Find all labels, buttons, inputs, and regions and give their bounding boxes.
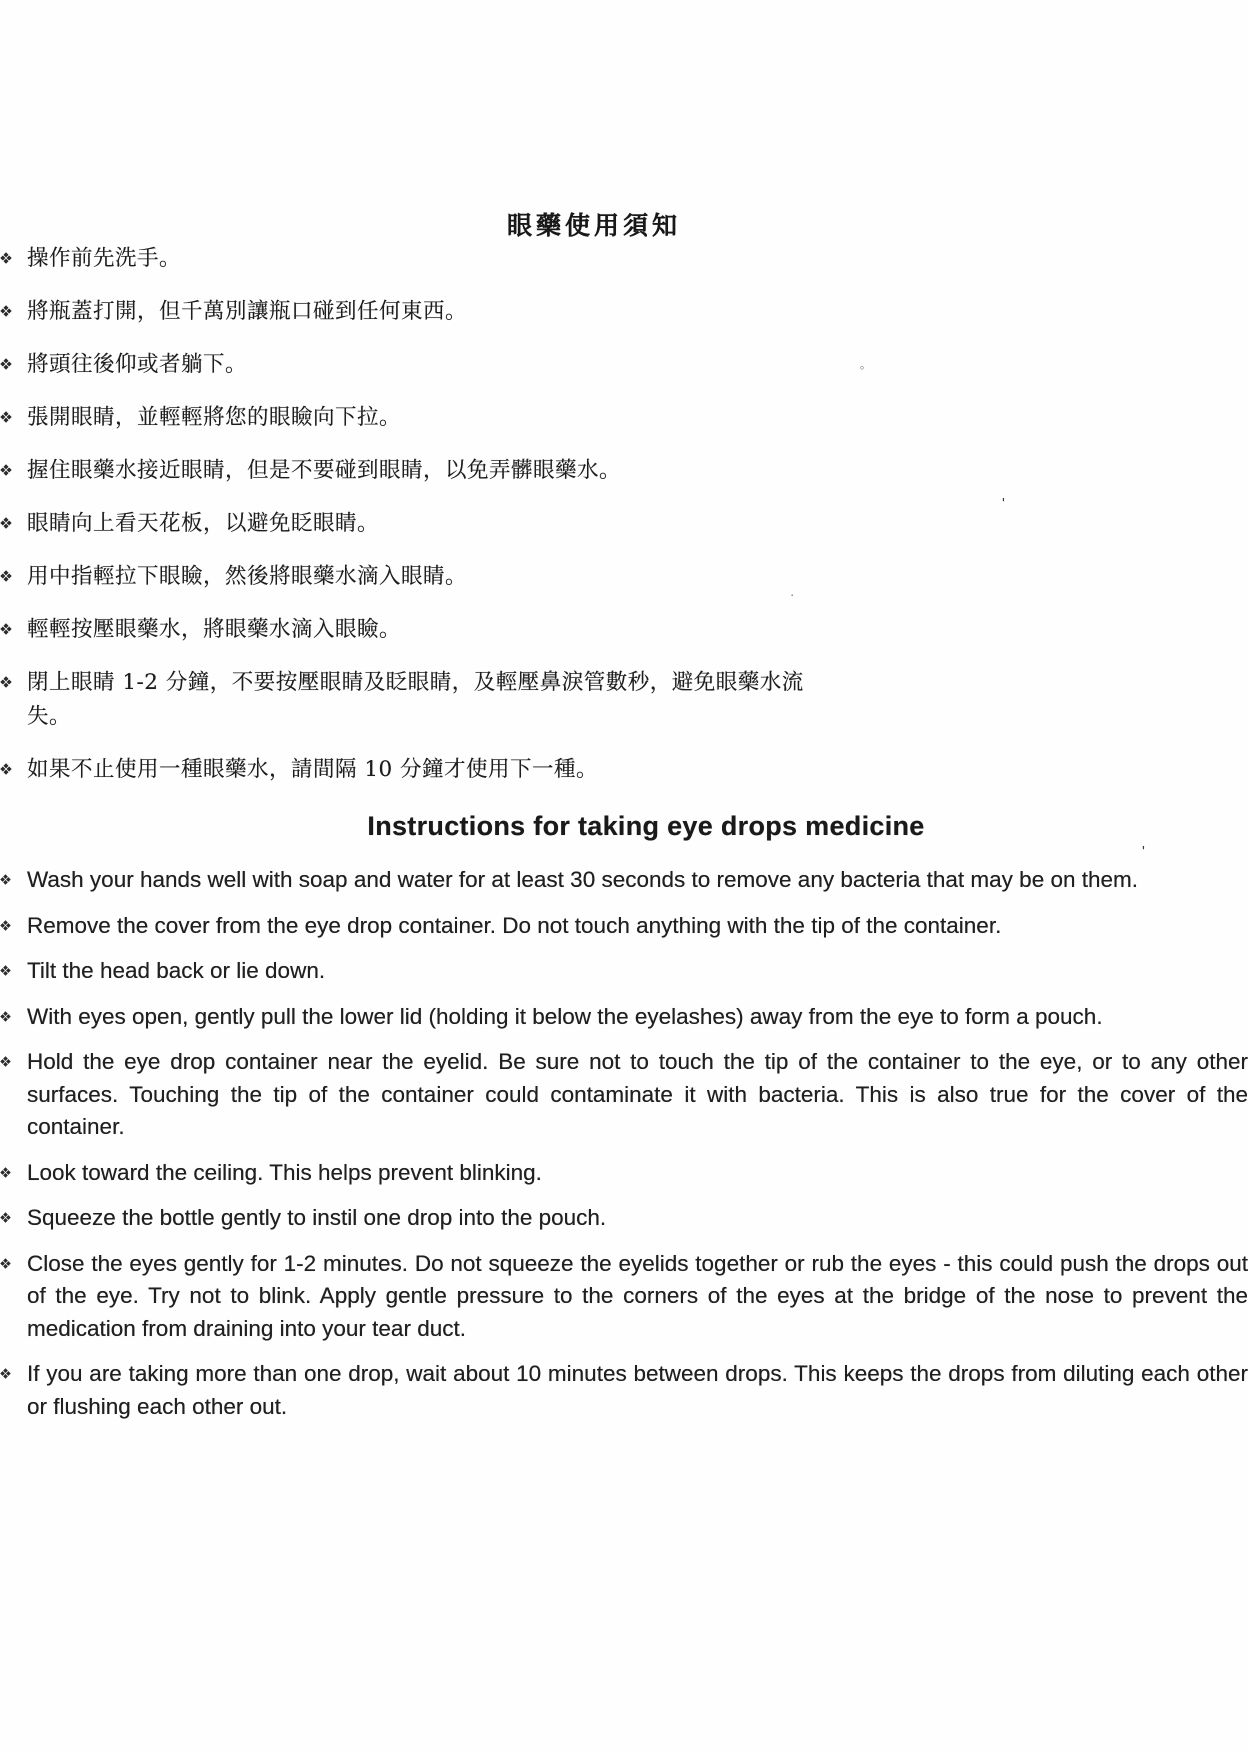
diamond-bullet-icon — [0, 358, 12, 370]
diamond-bullet-icon — [0, 1167, 11, 1178]
list-item — [0, 753, 1248, 787]
instruction-text: Remove the cover from the eye drop container. Do not touch anything with the tip of the container. — [27, 912, 1002, 938]
list-item — [0, 507, 1248, 541]
instruction-text: 閉上眼睛 1-2 分鐘，不要按壓眼睛及眨眼睛，及輕壓鼻淚管數秒，避免眼藥水流失。 — [27, 670, 804, 729]
instruction-text: 如果不止使用一種眼藥水，請間隔 10 分鐘才使用下一種。 — [27, 757, 599, 782]
scan-speck: · — [790, 587, 795, 602]
instruction-text: Squeeze the bottle gently to instil one drop into the pouch. — [27, 1205, 607, 1230]
list-item — [0, 560, 1248, 594]
diamond-bullet-icon — [0, 874, 11, 885]
english-title: Instructions for taking eye drops medicine — [367, 811, 925, 841]
diamond-bullet-icon — [0, 965, 11, 976]
diamond-bullet-icon — [0, 676, 12, 688]
instruction-text: Look toward the ceiling. This helps prevent blinking. — [27, 1159, 542, 1185]
instruction-text: Wash your hands well with soap and water for at least 30 seconds to remove any bacteria that may be on them. — [27, 867, 1139, 892]
scan-speck: ' — [1142, 843, 1145, 860]
scan-speck: 。 — [860, 359, 871, 371]
chinese-instructions-list — [0, 242, 1248, 787]
instruction-text: 將頭往後仰或者躺下。 — [27, 352, 248, 377]
diamond-bullet-icon — [0, 920, 11, 931]
diamond-bullet-icon — [0, 1212, 11, 1223]
list-item — [0, 401, 1248, 435]
instruction-text: 握住眼藥水接近眼睛，但是不要碰到眼睛，以免弄髒眼藥水。 — [27, 458, 622, 483]
list-item — [0, 454, 1248, 488]
list-item — [0, 910, 1248, 943]
instruction-text: 將瓶蓋打開，但千萬別讓瓶口碰到任何東西。 — [27, 299, 468, 324]
diamond-bullet-icon — [0, 1258, 11, 1269]
list-item — [0, 1202, 1248, 1235]
diamond-bullet-icon — [0, 411, 12, 423]
instruction-text: 操作前先洗手。 — [27, 246, 182, 271]
instruction-text: 用中指輕拉下眼瞼，然後將眼藥水滴入眼睛。 — [27, 564, 468, 589]
instruction-text: 張開眼睛，並輕輕將您的眼瞼向下拉。 — [27, 405, 402, 430]
list-item — [0, 348, 1248, 382]
diamond-bullet-icon — [0, 570, 12, 582]
diamond-bullet-icon — [0, 1011, 11, 1022]
instruction-text: If you are taking more than one drop, wait about 10 minutes between drops. This keeps the drops from diluting each other or flushing each other out. — [27, 1361, 1248, 1419]
list-item — [0, 1358, 1248, 1423]
diamond-bullet-icon — [0, 252, 12, 264]
list-item — [0, 1001, 1248, 1034]
list-item — [0, 1046, 1248, 1144]
diamond-bullet-icon — [0, 464, 12, 476]
list-item — [0, 1157, 1248, 1190]
list-item — [0, 242, 1248, 276]
instruction-text: 眼睛向上看天花板，以避免眨眼睛。 — [27, 511, 380, 536]
chinese-title: 眼藥使用須知 — [506, 211, 681, 240]
instruction-text: Close the eyes gently for 1-2 minutes. Do not squeeze the eyelids together or rub the eyes - this could push the drops out of the eye. Try not to blink. Apply gentle pressure to the corners of the eyes at the bridge of the nose to prevent the medication from draining into your tear duct. — [27, 1250, 1248, 1341]
english-instructions-list — [0, 864, 1248, 1423]
instruction-text: Tilt the head back or lie down. — [27, 958, 326, 983]
instruction-text: With eyes open, gently pull the lower lid (holding it below the eyelashes) away from the eye to form a pouch. — [27, 1003, 1103, 1029]
diamond-bullet-icon — [0, 517, 12, 529]
instruction-text: Hold the eye drop container near the eyelid. Be sure not to touch the tip of the container to the eye, or to any other surfaces. Touching the tip of the container could contaminate it with bacteria. This is also true for the cover of the container. — [27, 1049, 1248, 1139]
diamond-bullet-icon — [0, 305, 12, 317]
list-item — [0, 864, 1248, 897]
diamond-bullet-icon — [0, 1056, 11, 1067]
list-item — [0, 666, 1248, 734]
diamond-bullet-icon — [0, 623, 12, 635]
diamond-bullet-icon — [0, 763, 12, 775]
list-item — [0, 295, 1248, 329]
list-item — [0, 955, 1248, 988]
list-item — [0, 613, 1248, 647]
list-item — [0, 1248, 1248, 1346]
diamond-bullet-icon — [0, 1368, 11, 1379]
scan-speck: ' — [1002, 495, 1005, 512]
instruction-text: 輕輕按壓眼藥水，將眼藥水滴入眼瞼。 — [27, 617, 402, 642]
